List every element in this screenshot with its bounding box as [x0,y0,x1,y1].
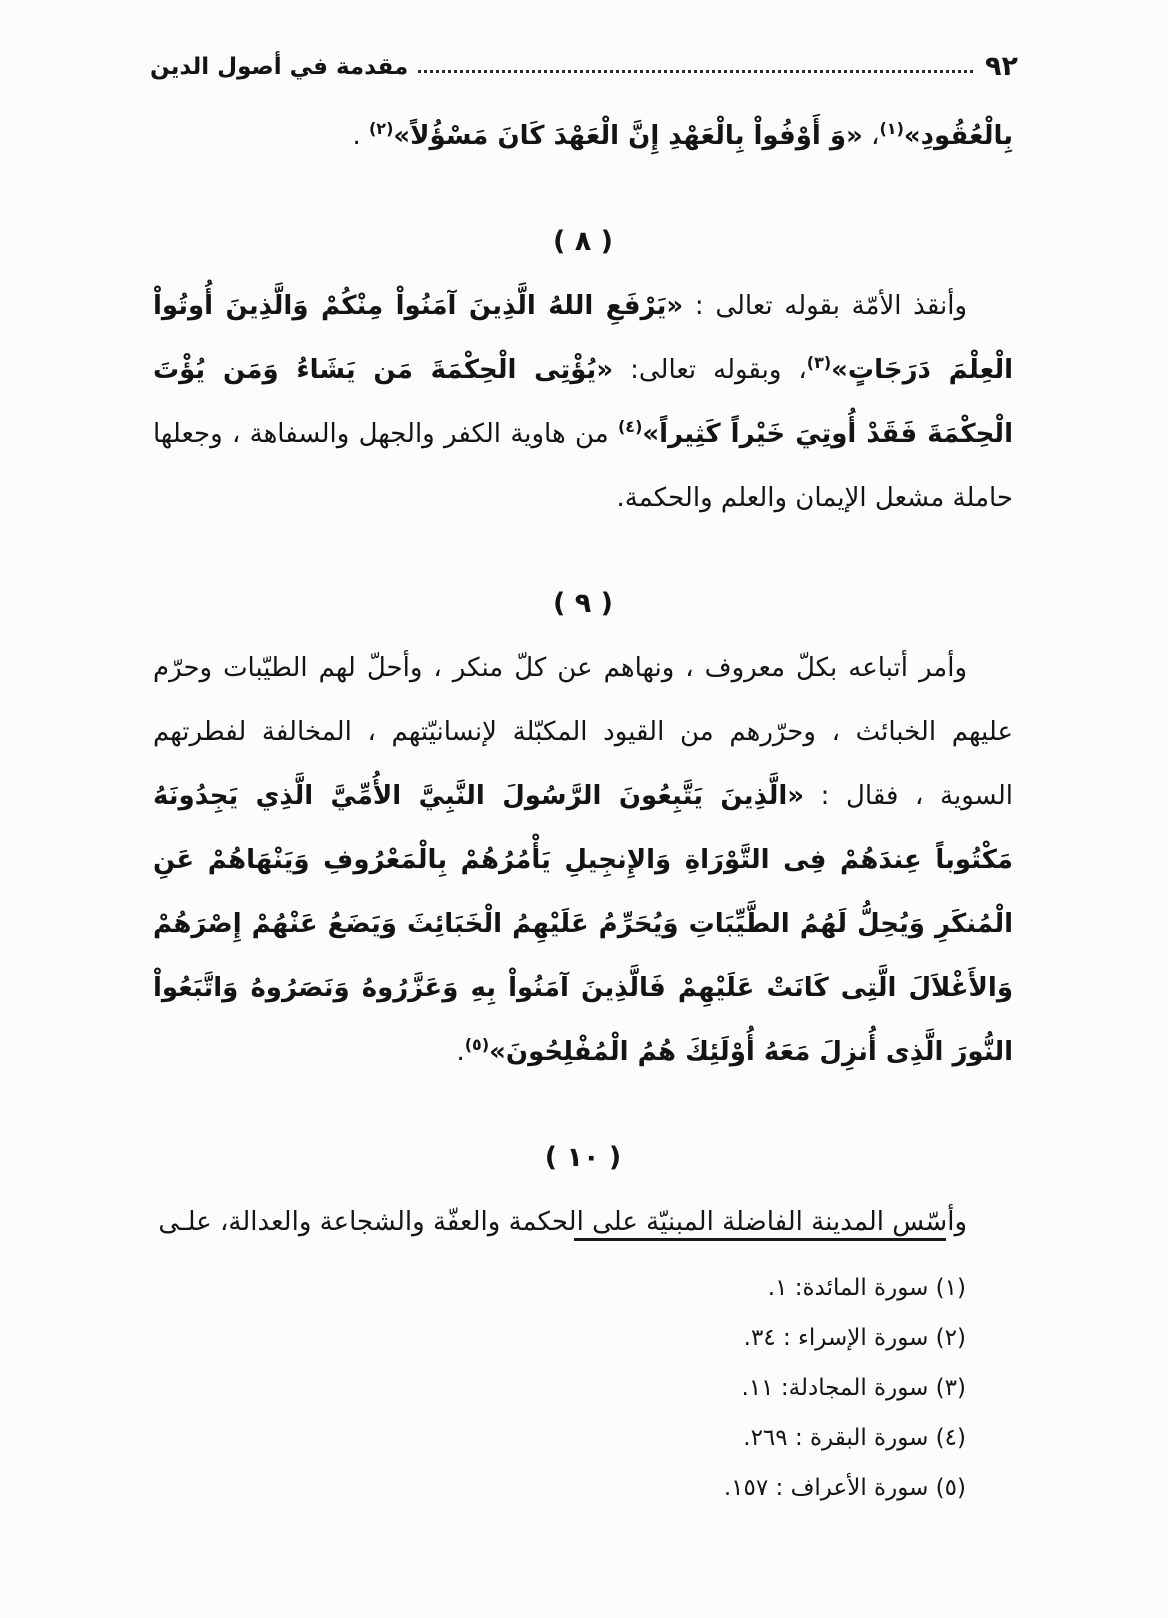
footnote-number: (١) [935,1275,966,1301]
body-text: من هاوية الكفر والجهل والسفاهة ، وجعلها حاملة مشعل الإيمان والعلم والحكمة. [153,419,1013,513]
body-text: وأسّس المدينة الفاضلة المبنيّة على الحكمة والعفّة والشجاعة والعدالة، علـى [158,1207,967,1237]
footnote-marker: (٣) [806,353,832,372]
running-title: مقدمة في أصول الدين [150,54,409,80]
quran-quote: «يَرْفَعِ اللهُ الَّذِينَ آمَنُواْ مِنْكُمْ وَالَّذِينَ أُوتُواْ الْعِلْمَ دَرَجَاتٍ» [153,291,1013,385]
footnote [0,1413,966,1463]
footnote-text: سورة المائدة: ١. [767,1275,936,1301]
dotted-leader [418,69,973,73]
footnote-number: (٣) [935,1375,966,1401]
footnote-separator [574,1238,946,1241]
body-text: ، وبقوله تعالى: [613,355,807,385]
page-number: ٩٢ [985,51,1018,82]
section-heading: ( ٩ ) [553,588,613,619]
footnote [0,1463,966,1513]
body-text: . [456,1037,465,1067]
footnotes-area [0,1238,1168,1513]
page-body [153,104,1013,1254]
footnote [0,1263,966,1313]
footnote-text: سورة الأعراف : ١٥٧. [723,1475,936,1501]
footnote-number: (٥) [935,1475,966,1501]
footnote-number: (٢) [935,1325,966,1351]
paragraph [153,274,1013,530]
footnote [0,1363,966,1413]
section-heading: ( ١٠ ) [544,1142,622,1173]
body-text: ، [862,121,880,151]
footnote-marker: (٤) [617,417,643,436]
footnote-marker: (١) [879,119,904,138]
footnote [0,1313,966,1363]
quran-quote: «يُؤْتِى الْحِكْمَةَ مَن يَشَاءُ وَمَن يُؤْتَ الْحِكْمَةَ فَقَدْ أُوتِيَ خَيْراً كَثِيراً» [153,355,1013,449]
footnote-text: سورة البقرة : ٢٦٩. [743,1425,936,1451]
page-header [150,34,1018,82]
footnote-number: (٤) [935,1425,966,1451]
body-text: . [352,121,369,151]
footnote-marker: (٥) [464,1035,490,1054]
body-text: وأمر أتباعه بكلّ معروف ، ونهاهم عن كلّ منكر ، وأحلّ لهم الطيّبات وحرّم عليهم الخبائث ، وحرّرهم من القيود المكبّلة لإنسانيّتهم ، المخالفة لفطرتهم السوية ، فقال : [153,653,1013,811]
body-text: وأنقذ الأمّة بقوله تعالى : [683,291,968,321]
footnote-text: سورة الإسراء : ٣٤. [743,1325,936,1351]
footnote-marker: (٢) [368,119,394,138]
footnote-text: سورة المجادلة: ١١. [741,1375,936,1401]
paragraph [153,104,1013,168]
quran-quote: بِالْعُقُودِ» [903,121,1013,151]
footnote-list [0,1263,1168,1513]
quran-quote: «وَ أَوْفُواْ بِالْعَهْدِ إِنَّ الْعَهْدَ كَانَ مَسْؤُلاً» [393,121,863,151]
paragraph [153,636,1013,1084]
section-heading: ( ٨ ) [553,226,613,257]
quran-quote: «الَّذِينَ يَتَّبِعُونَ الرَّسُولَ النَّبِيَّ الأُمِّيَّ الَّذِي يَجِدُونَهُ مَكْتُوباً عِندَهُمْ فِى التَّوْرَاةِ وَالإِنجِيلِ يَأْمُرُهُمْ بِالْمَعْرُوفِ وَيَنْهَاهُمْ عَنِ الْمُنكَرِ وَيُحِلُّ لَهُمُ الطَّيِّبَاتِ وَيُحَرِّمُ عَلَيْهِمُ الْخَبَائِثَ وَيَضَعُ عَنْهُمْ إِصْرَهُمْ وَالأَغْلاَلَ الَّتِى كَانَتْ عَلَيْهِمْ فَالَّذِينَ آمَنُواْ بِهِ وَعَزَّرُوهُ وَنَصَرُوهُ وَاتَّبَعُواْ النُّورَ الَّذِى أُنزِلَ مَعَهُ أُوْلَئِكَ هُمُ الْمُفْلِحُونَ» [153,781,1013,1067]
